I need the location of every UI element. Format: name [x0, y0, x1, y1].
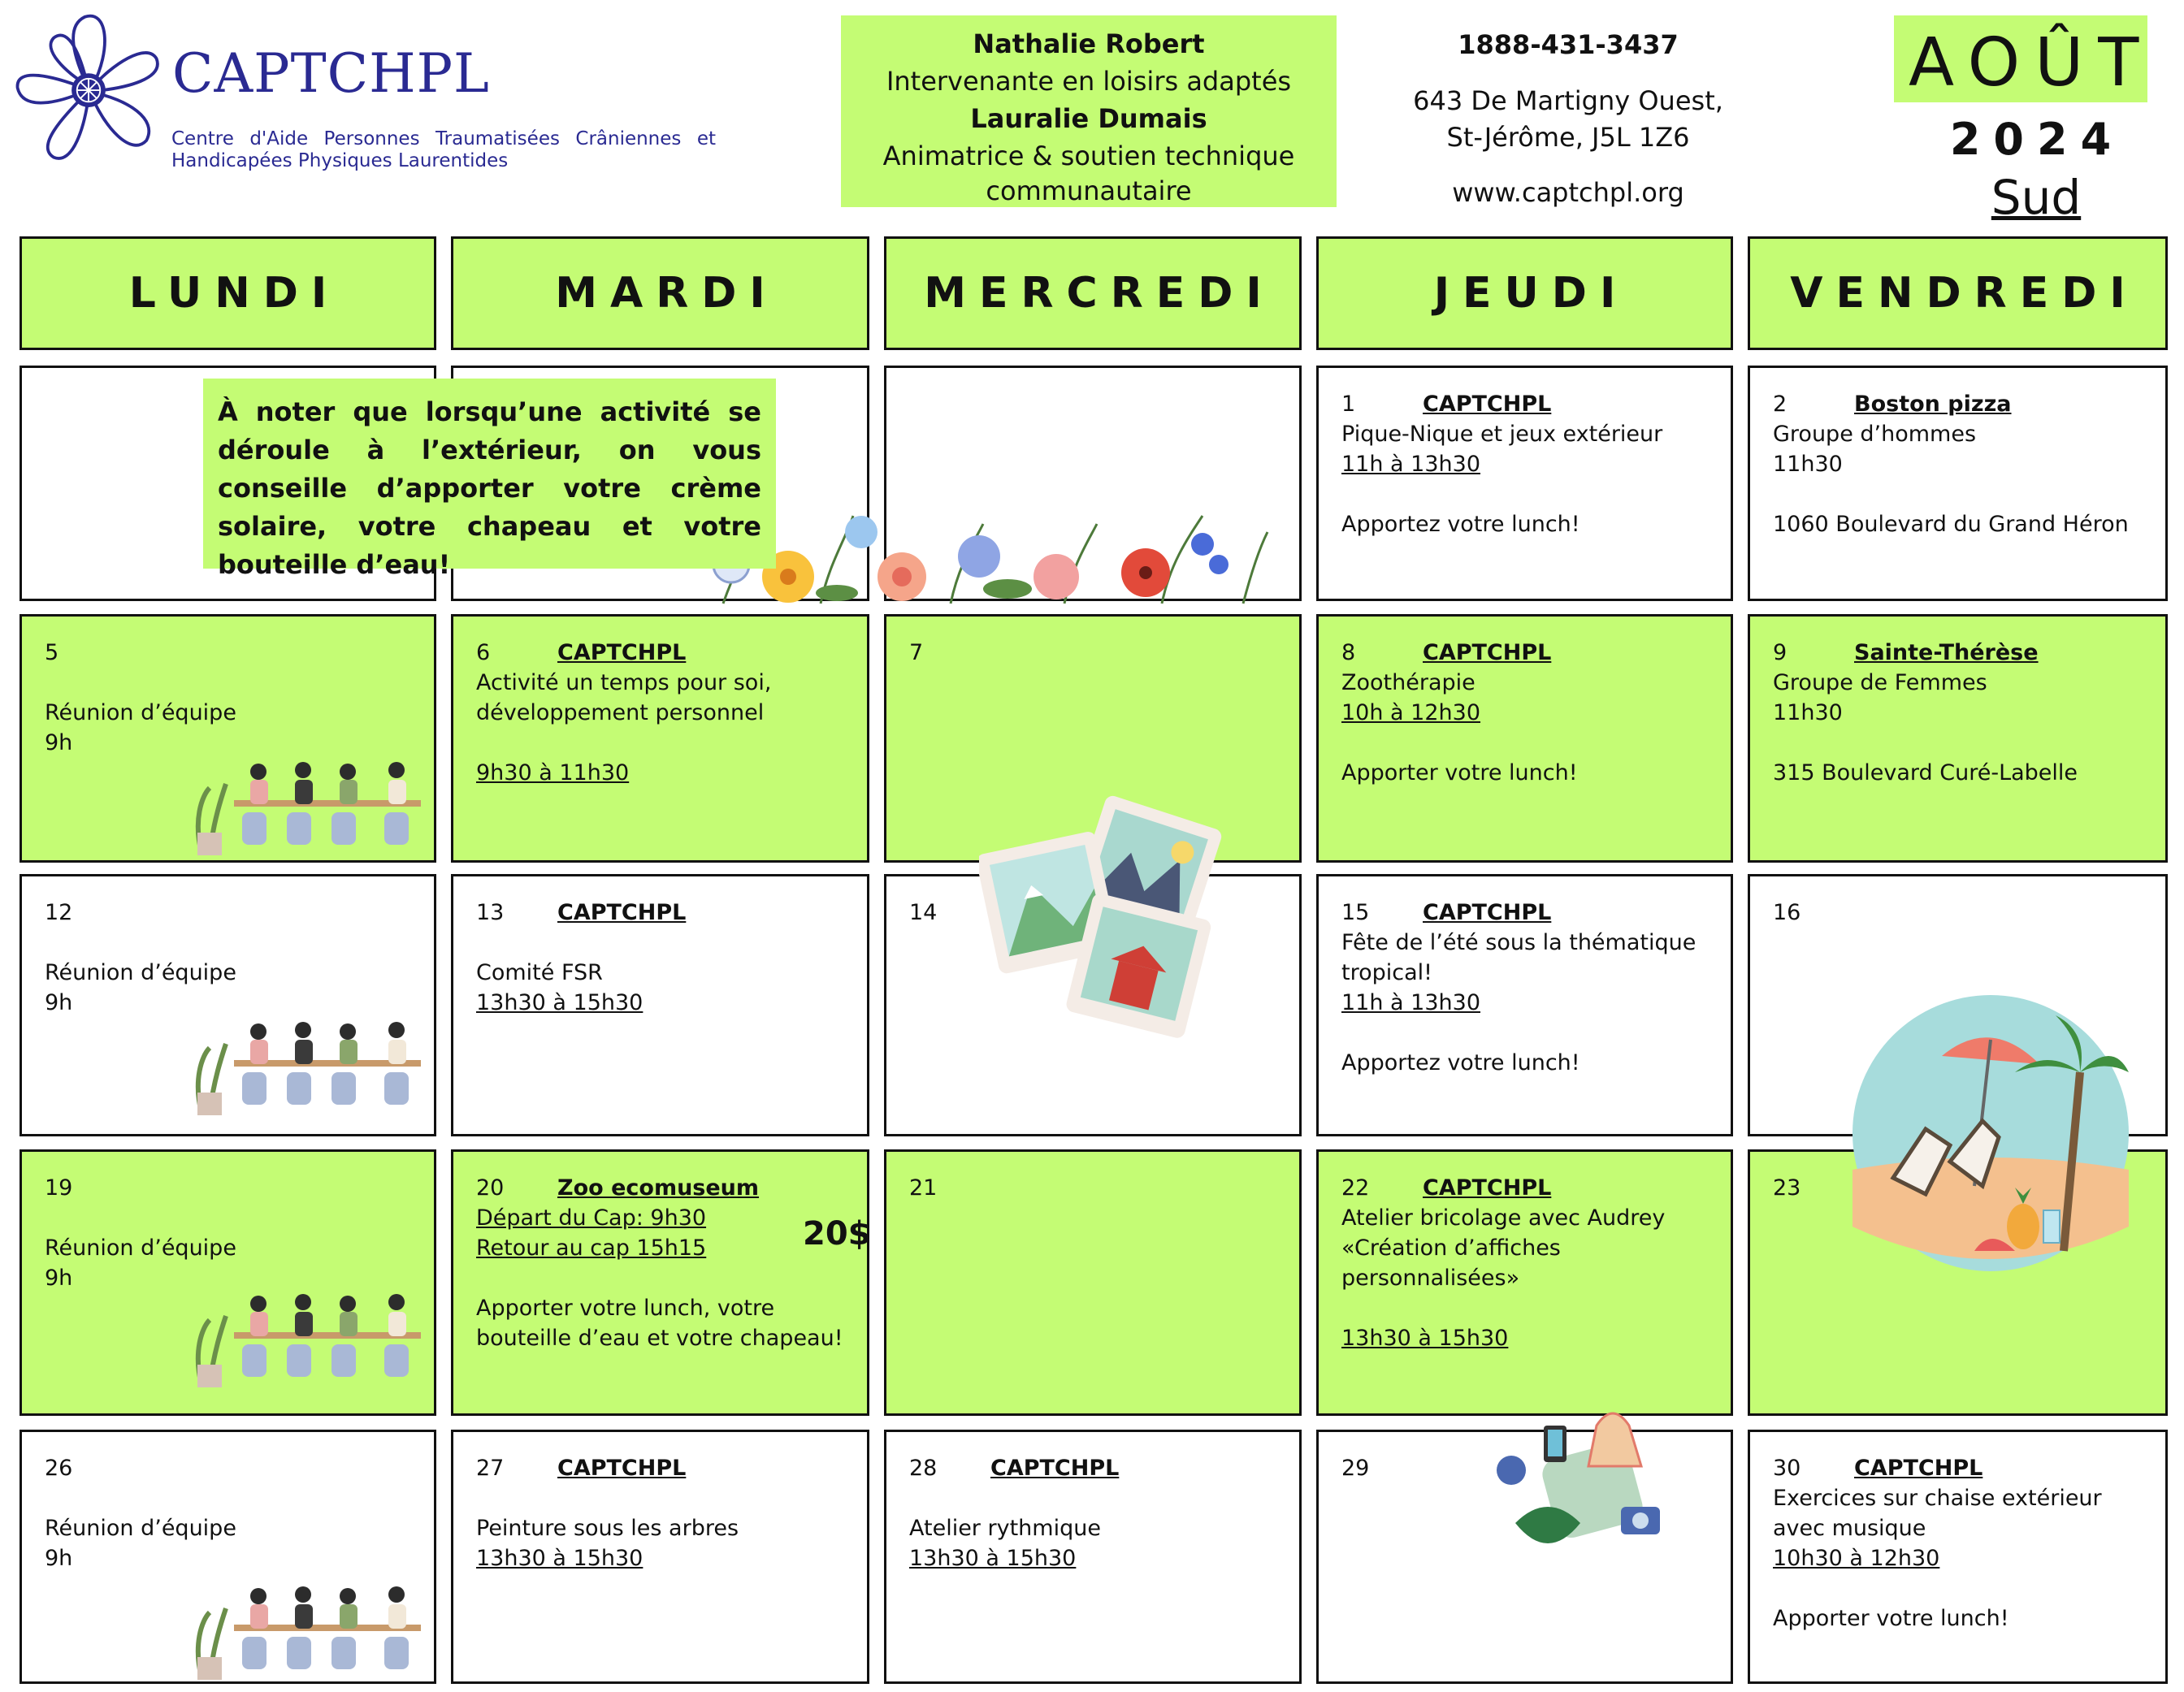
- calendar-cell: [451, 1149, 869, 1416]
- contact-role-1: Intervenante en loisirs adaptés: [886, 66, 1292, 97]
- day-number: 15: [1341, 900, 1370, 925]
- team-meeting-illustration-icon: [185, 1580, 433, 1681]
- day-header-4: VENDREDI: [1748, 236, 2168, 350]
- event-text: [1773, 479, 2165, 509]
- cell-header: [1341, 638, 1731, 668]
- event-text: [476, 928, 867, 958]
- event-text: 9h: [45, 990, 73, 1015]
- address-line-1: 643 De Martigny Ouest,: [1413, 85, 1723, 116]
- cell-header: [45, 898, 434, 928]
- event-text: Réunion d’équipe: [45, 700, 236, 725]
- cell-header: [1341, 1173, 1731, 1203]
- event-time: 13h30 à 15h30: [476, 1546, 644, 1571]
- event-text: 11h30: [1773, 700, 1843, 725]
- calendar-cell: [451, 614, 869, 863]
- photos-illustration-icon: [979, 792, 1231, 1044]
- team-meeting-illustration-icon: [185, 1287, 433, 1389]
- address-line-2: St-Jérôme, J5L 1Z6: [1446, 122, 1690, 153]
- event-text: 9h: [45, 1546, 73, 1571]
- event-location: Boston pizza: [1854, 392, 2012, 417]
- event-location: CAPTCHPL: [1423, 392, 1552, 417]
- cell-header: [909, 1173, 1299, 1203]
- event-text: avec musique: [1773, 1516, 1926, 1541]
- calendar-cell: [1316, 366, 1733, 601]
- day-number: 21: [909, 1175, 938, 1201]
- event-text: Apporter votre lunch!: [1341, 760, 1578, 785]
- event-location: CAPTCHPL: [557, 640, 687, 665]
- day-number: 22: [1341, 1175, 1370, 1201]
- day-number: 28: [909, 1456, 938, 1481]
- day-number: 5: [45, 640, 59, 665]
- event-text: [1341, 1293, 1731, 1323]
- logo-wordmark: CAPTCHPL: [172, 42, 490, 105]
- travel-items-illustration-icon: [1491, 1393, 1670, 1572]
- event-text: Apportez votre lunch!: [1341, 512, 1580, 537]
- calendar-cell: [884, 1430, 1302, 1684]
- event-location: CAPTCHPL: [557, 1456, 687, 1481]
- cell-header: [1773, 389, 2165, 419]
- event-text: Réunion d’équipe: [45, 1235, 236, 1261]
- cell-header: [476, 898, 867, 928]
- event-location: CAPTCHPL: [990, 1456, 1120, 1481]
- event-text: développement personnel: [476, 700, 765, 725]
- event-text: 9h: [45, 1266, 73, 1291]
- event-text: Zoothérapie: [1341, 670, 1476, 695]
- region-label: Sud: [1991, 170, 2082, 225]
- month-title: AOÛT: [1909, 24, 2154, 102]
- event-text: Atelier rythmique: [909, 1516, 1101, 1541]
- event-time: 13h30 à 15h30: [1341, 1326, 1509, 1351]
- event-text: [1773, 728, 2165, 758]
- phone-number: 1888-431-3437: [1458, 29, 1679, 60]
- cell-header: [1773, 1453, 2165, 1483]
- event-time: 10h30 à 12h30: [1773, 1546, 1940, 1571]
- day-number: 20: [476, 1175, 505, 1201]
- event-location: CAPTCHPL: [557, 900, 687, 925]
- event-text: Apportez votre lunch!: [1341, 1050, 1580, 1075]
- sun-advice-note: À noter que lorsqu’une activité se déroule à l’extérieur, on vous conseille d’apporter votre crème solaire, votre chapeau et votre bouteille d’eau!: [203, 379, 776, 569]
- event-text: Apporter votre lunch!: [1773, 1606, 2009, 1631]
- day-header-3: JEUDI: [1316, 236, 1733, 350]
- event-text: 9h: [45, 730, 73, 755]
- day-number: 13: [476, 900, 505, 925]
- cell-header: [45, 1453, 434, 1483]
- contact-role-2-cont: communautaire: [986, 175, 1192, 206]
- team-meeting-illustration-icon: [185, 1015, 433, 1117]
- cell-header: [1773, 898, 2165, 928]
- event-text: Apporter votre lunch, votre: [476, 1296, 775, 1321]
- cell-header: [1341, 389, 1731, 419]
- center-info: [1381, 24, 1755, 213]
- logo-subtitle: Centre d'Aide Personnes Traumatisées Crâniennes et Handicapées Physiques Laurentides: [171, 128, 716, 171]
- event-location: Sainte-Thérèse: [1854, 640, 2039, 665]
- event-text: bouteille d’eau et votre chapeau!: [476, 1326, 843, 1351]
- day-number: 29: [1341, 1456, 1370, 1481]
- cell-header: [1773, 638, 2165, 668]
- calendar-cell: [451, 874, 869, 1136]
- day-header-2: MERCREDI: [884, 236, 1302, 350]
- day-number: 14: [909, 900, 938, 925]
- event-text: [45, 1203, 434, 1233]
- event-text: [1341, 479, 1731, 509]
- event-time: 13h30 à 15h30: [476, 990, 644, 1015]
- calendar-cell: [1316, 1149, 1733, 1416]
- event-location: CAPTCHPL: [1423, 1175, 1552, 1201]
- day-number: 9: [1773, 640, 1788, 665]
- cell-header: [476, 1173, 867, 1203]
- event-location: CAPTCHPL: [1423, 640, 1552, 665]
- event-time: 9h30 à 11h30: [476, 760, 630, 785]
- event-text: tropical!: [1341, 960, 1432, 985]
- year-title: 2024: [1949, 114, 2125, 165]
- day-number: 23: [1773, 1175, 1801, 1201]
- event-location: Zoo ecomuseum: [557, 1175, 760, 1201]
- event-text: [1773, 1573, 2165, 1603]
- contact-box: [841, 15, 1337, 207]
- event-text: 11h30: [1773, 452, 1843, 477]
- event-text: 1060 Boulevard du Grand Héron: [1773, 512, 2129, 537]
- day-number: 1: [1341, 392, 1356, 417]
- event-time: 11h à 13h30: [1341, 452, 1481, 477]
- event-text: [476, 1483, 867, 1513]
- contact-role-2: Animatrice & soutien technique: [882, 141, 1295, 171]
- day-number: 7: [909, 640, 924, 665]
- event-text: [476, 728, 867, 758]
- cell-header: [1341, 898, 1731, 928]
- day-number: 27: [476, 1456, 505, 1481]
- event-text: «Création d’affiches: [1341, 1235, 1561, 1261]
- day-number: 2: [1773, 392, 1788, 417]
- event-text: Exercices sur chaise extérieur: [1773, 1486, 2102, 1511]
- cell-header: [45, 638, 434, 668]
- day-number: 30: [1773, 1456, 1801, 1481]
- event-text: Réunion d’équipe: [45, 1516, 236, 1541]
- beach-illustration-icon: [1844, 983, 2137, 1287]
- day-number: 16: [1773, 900, 1801, 925]
- event-text: [909, 1483, 1299, 1513]
- event-text: [45, 1483, 434, 1513]
- event-time: 11h à 13h30: [1341, 990, 1481, 1015]
- day-header-0: LUNDI: [20, 236, 436, 350]
- event-text: [476, 1263, 867, 1293]
- cell-header: [476, 638, 867, 668]
- event-text: Pique-Nique et jeux extérieur: [1341, 422, 1663, 447]
- cell-header: [909, 1453, 1299, 1483]
- day-number: 6: [476, 640, 491, 665]
- event-location: CAPTCHPL: [1423, 900, 1552, 925]
- event-time: Départ du Cap: 9h30: [476, 1205, 707, 1231]
- captchpl-flower-logo-icon: [11, 6, 166, 177]
- event-time: 13h30 à 15h30: [909, 1546, 1077, 1571]
- event-text: Groupe d’hommes: [1773, 422, 1977, 447]
- calendar-cell: [1748, 366, 2168, 601]
- day-number: 19: [45, 1175, 73, 1201]
- day-number: 8: [1341, 640, 1356, 665]
- event-text: Groupe de Femmes: [1773, 670, 1987, 695]
- event-text: Fête de l’été sous la thématique: [1341, 930, 1696, 955]
- event-text: 315 Boulevard Curé-Labelle: [1773, 760, 2078, 785]
- event-time: Retour au cap 15h15: [476, 1235, 707, 1261]
- cell-header: [476, 1453, 867, 1483]
- calendar-cell: [1748, 614, 2168, 863]
- event-text: [45, 668, 434, 698]
- calendar-cell: [451, 1430, 869, 1684]
- event-text: [45, 928, 434, 958]
- event-text: personnalisées»: [1341, 1266, 1520, 1291]
- event-text: Activité un temps pour soi,: [476, 670, 772, 695]
- event-text: Comité FSR: [476, 960, 603, 985]
- calendar-cell: [884, 1149, 1302, 1416]
- day-header-1: MARDI: [451, 236, 869, 350]
- cell-header: [45, 1173, 434, 1203]
- contact-name-1: Nathalie Robert: [973, 28, 1205, 59]
- event-time: 10h à 12h30: [1341, 700, 1481, 725]
- calendar-cell: [1748, 1430, 2168, 1684]
- day-number: 12: [45, 900, 73, 925]
- website-link[interactable]: www.captchpl.org: [1452, 177, 1684, 208]
- team-meeting-illustration-icon: [185, 755, 433, 857]
- event-text: Atelier bricolage avec Audrey: [1341, 1205, 1666, 1231]
- calendar-cell: [1316, 874, 1733, 1136]
- event-text: Réunion d’équipe: [45, 960, 236, 985]
- cell-header: [909, 638, 1299, 668]
- event-text: Peinture sous les arbres: [476, 1516, 739, 1541]
- flower-border-icon: [707, 508, 1276, 605]
- calendar-cell: [1316, 614, 1733, 863]
- event-text: [1341, 728, 1731, 758]
- contact-name-2: Lauralie Dumais: [970, 103, 1207, 134]
- day-number: 26: [45, 1456, 73, 1481]
- price-label: 20$: [803, 1215, 871, 1253]
- event-location: CAPTCHPL: [1854, 1456, 1983, 1481]
- event-text: [1341, 1018, 1731, 1048]
